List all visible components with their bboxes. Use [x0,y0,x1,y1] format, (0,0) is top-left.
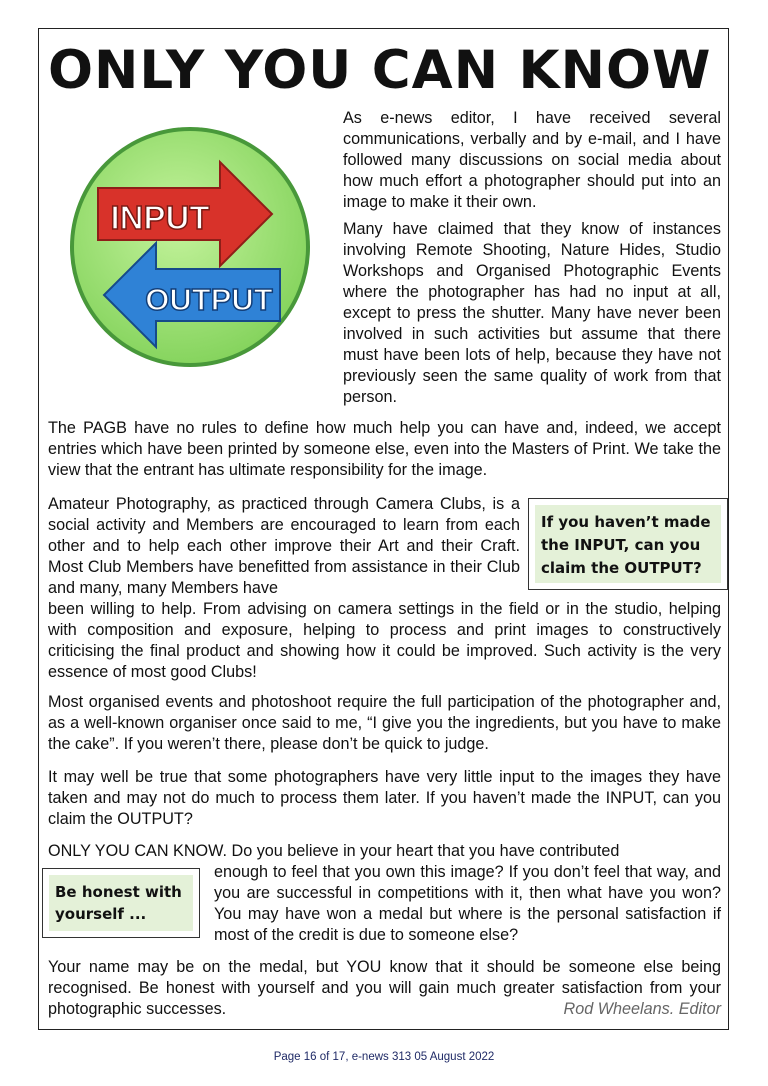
callout-text: If you haven’t made the INPUT, can you claim the OUTPUT? [535,505,721,583]
paragraph-claims: Many have claimed that they know of instances involving Remote Shooting, Nature Hides, Studio Workshops and Organised Photographic Events where the photographer has had no input at all, except to press the shutter. Many have never been involved in such activities but assume that there must have been lots of help, because they have not previously seen the same quality of work from that person. [343,220,721,406]
paragraph-own-image: enough to feel that you own this image? If you don’t feel that way, and you are successful in competitions with it, then what have you won? You may have won a medal but where is the personal satisfaction if most of the credit is due to someone else? [214,863,721,944]
paragraph-little-input: It may well be true that some photographers have very little input to the images they have taken and may not do much to process them later. If you haven’t made the INPUT, can you claim the OUTPUT? [48,768,721,828]
page-footer: Page 16 of 17, e-news 313 05 August 2022 [273,1051,495,1063]
paragraph-only-you: ONLY YOU CAN KNOW. Do you believe in your heart that you have contributed [48,842,620,860]
paragraph-intro: As e-news editor, I have received several communications, verbally and by e-mail, and I have followed many discussions on social media about how much effort a photographer should put into an image to make it their own. [343,109,721,211]
input-label: INPUT [110,199,210,236]
honest-callout [42,868,200,938]
closing-text: Your name may be on the medal, but YOU know that it should be someone else being recognised. Be honest with yourself and you will gain much greater satisfaction from your photographic successes. [48,958,721,1018]
paragraph-organised-events: Most organised events and photoshoot require the full participation of the photographer and, as a well-known organiser once said to me, “I give you the ingredients, but you have to make the cake”. If you weren’t there, please don’t be quick to judge. [48,693,721,753]
paragraph-closing [48,957,721,1020]
input-output-logo [68,118,312,376]
logo-circle [72,129,308,365]
signature: Rod Wheelans. Editor [563,1000,721,1018]
callout-text: Be honest with yourself ... [49,875,193,931]
paragraph-helping: been willing to help. From advising on camera settings in the field or in the studio, helping with composition and exposure, helping to process and print images to constructively criticising the final product and showing how it could be improved. Such activity is the very essence of most good Clubs! [48,600,721,681]
input-output-callout [528,498,728,590]
paragraph-amateur: Amateur Photography, as practiced through Camera Clubs, is a social activity and Members are encouraged to learn from each other and to help each other improve their Art and their Craft. Most Club Members have benefitted from assistance in their Club and many, many Members have [48,495,520,597]
page-title: ONLY YOU CAN KNOW [48,40,712,101]
paragraph-pagb-rules: The PAGB have no rules to define how much help you can have and, indeed, we accept entries which have been printed by someone else, even into the Masters of Print. We take the view that the entrant has ultimate responsibility for the image. [48,419,721,479]
output-label: OUTPUT [145,282,273,317]
